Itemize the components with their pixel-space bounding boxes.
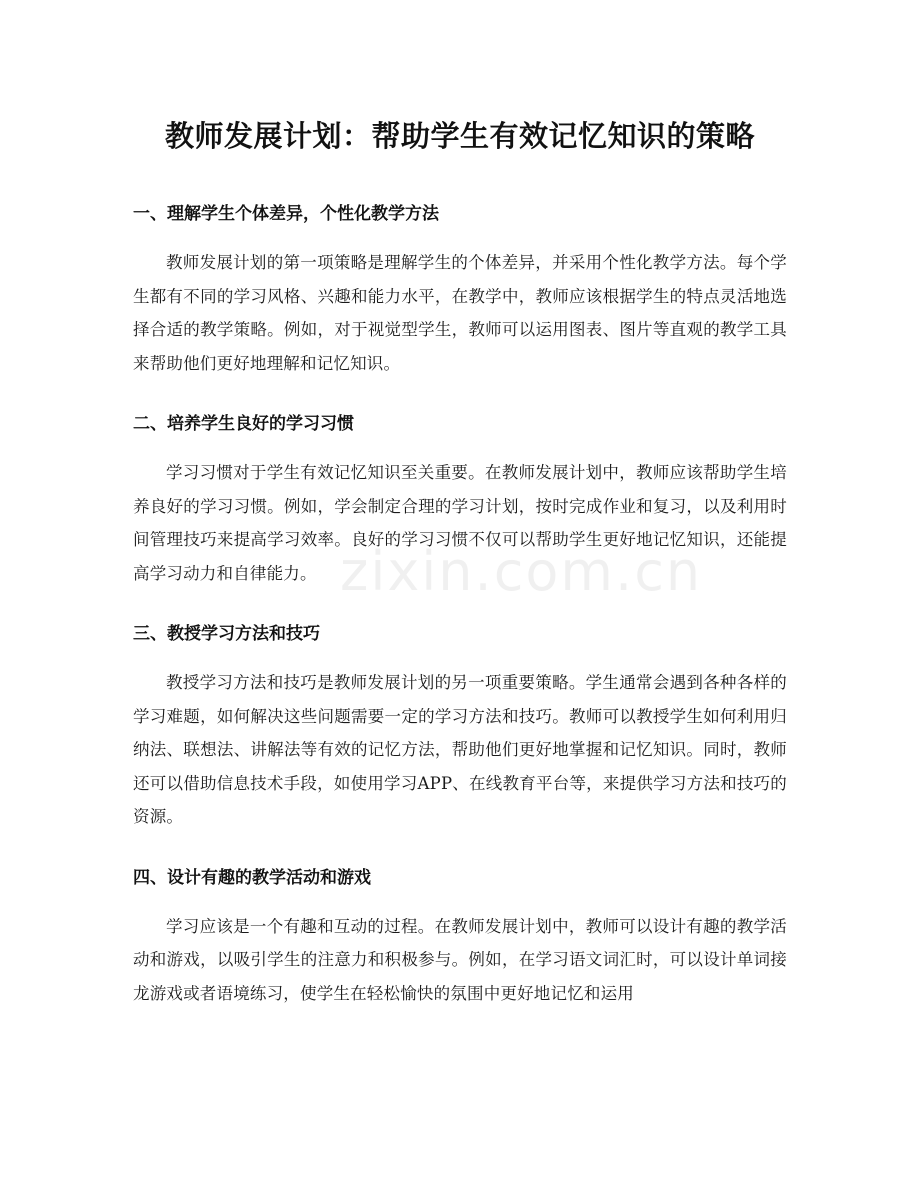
section-heading: 二、培养学生良好的学习习惯 [133,414,354,434]
watermark: zixin.com.cn [340,540,703,603]
section-heading: 一、理解学生个体差异，个性化教学方法 [133,204,439,224]
section-3 [133,622,787,834]
section-paragraph: 学习习惯对于学生有效记忆知识至关重要。在教师发展计划中，教师应该帮助学生培养良好的学习习惯。例如，学会制定合理的学习计划，按时完成作业和复习，以及利用时间管理技巧来提高学习效率。良好的学习习惯不仅可以帮助学生更好地记忆知识，还能提高学习动力和自律能力。 [133,463,787,583]
section-heading: 四、设计有趣的教学活动和游戏 [133,867,371,888]
section-1 [133,202,787,380]
document-title: 教师发展计划：帮助学生有效记忆知识的策略 [164,119,755,153]
section-2 [133,412,787,590]
section-heading: 三、教授学习方法和技巧 [133,624,320,644]
section-paragraph: 教师发展计划的第一项策略是理解学生的个体差异，并采用个性化教学方法。每个学生都有不同的学习风格、兴趣和能力水平，在教学中，教师应该根据学生的特点灵活地选择合适的教学策略。例如，对于视觉型学生，教师可以运用图表、图片等直观的教学工具来帮助他们更好地理解和记忆知识。 [133,253,787,373]
section-paragraph: 学习应该是一个有趣和互动的过程。在教师发展计划中，教师可以设计有趣的教学活动和游戏，以吸引学生的注意力和积极参与。例如，在学习语文词汇时，可以设计单词接龙游戏或者语境练习，使学生在轻松愉快的氛围中更好地记忆和运用 [133,916,787,1003]
section-4 [133,866,787,1011]
section-paragraph: 教授学习方法和技巧是教师发展计划的另一项重要策略。学生通常会遇到各种各样的学习难题，如何解决这些问题需要一定的学习方法和技巧。教师可以教授学生如何利用归纳法、联想法、讲解法等有效的记忆方法，帮助他们更好地掌握和记忆知识。同时，教师还可以借助信息技术手段，如使用学习APP、在线教育平台等，来提供学习方法和技巧的资源。 [133,673,787,826]
